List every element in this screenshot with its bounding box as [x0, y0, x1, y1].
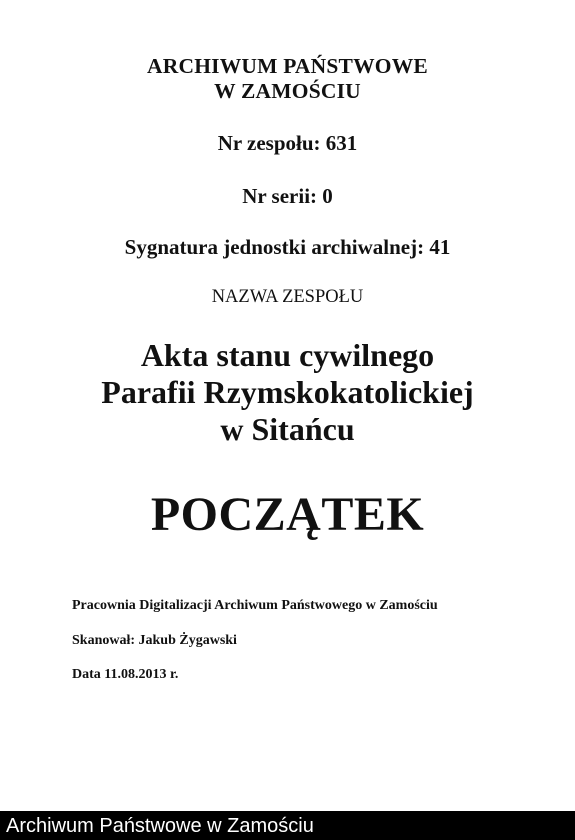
fonds-number: Nr zespołu: 631	[217, 131, 358, 155]
scan-date: Data 11.08.2013 r.	[72, 667, 179, 682]
footer-bar	[0, 811, 575, 840]
scanned-by: Skanował: Jakub Żygawski	[72, 633, 237, 648]
archive-name-header	[0, 54, 575, 104]
archive-name-line-1: ARCHIWUM PAŃSTWOWE	[147, 54, 428, 78]
footer-text: Archiwum Państwowe w Zamościu	[6, 815, 314, 837]
unit-signature: Sygnatura jednostki archiwalnej: 41	[124, 235, 451, 259]
fonds-title-line-3: w Sitańcu	[220, 411, 355, 447]
digitization-workshop: Pracownia Digitalizacji Archiwum Państwowego w Zamościu	[72, 598, 438, 613]
series-number: Nr serii: 0	[242, 184, 333, 208]
fonds-title-line-1: Akta stanu cywilnego	[140, 337, 435, 373]
start-marker: POCZĄTEK	[150, 488, 425, 541]
fonds-name-label: NAZWA ZESPOŁU	[211, 287, 364, 307]
fonds-title-line-2: Parafii Rzymskokatolickiej	[101, 374, 474, 410]
archive-name-line-2: W ZAMOŚCIU	[214, 79, 361, 103]
fonds-title	[0, 337, 575, 448]
